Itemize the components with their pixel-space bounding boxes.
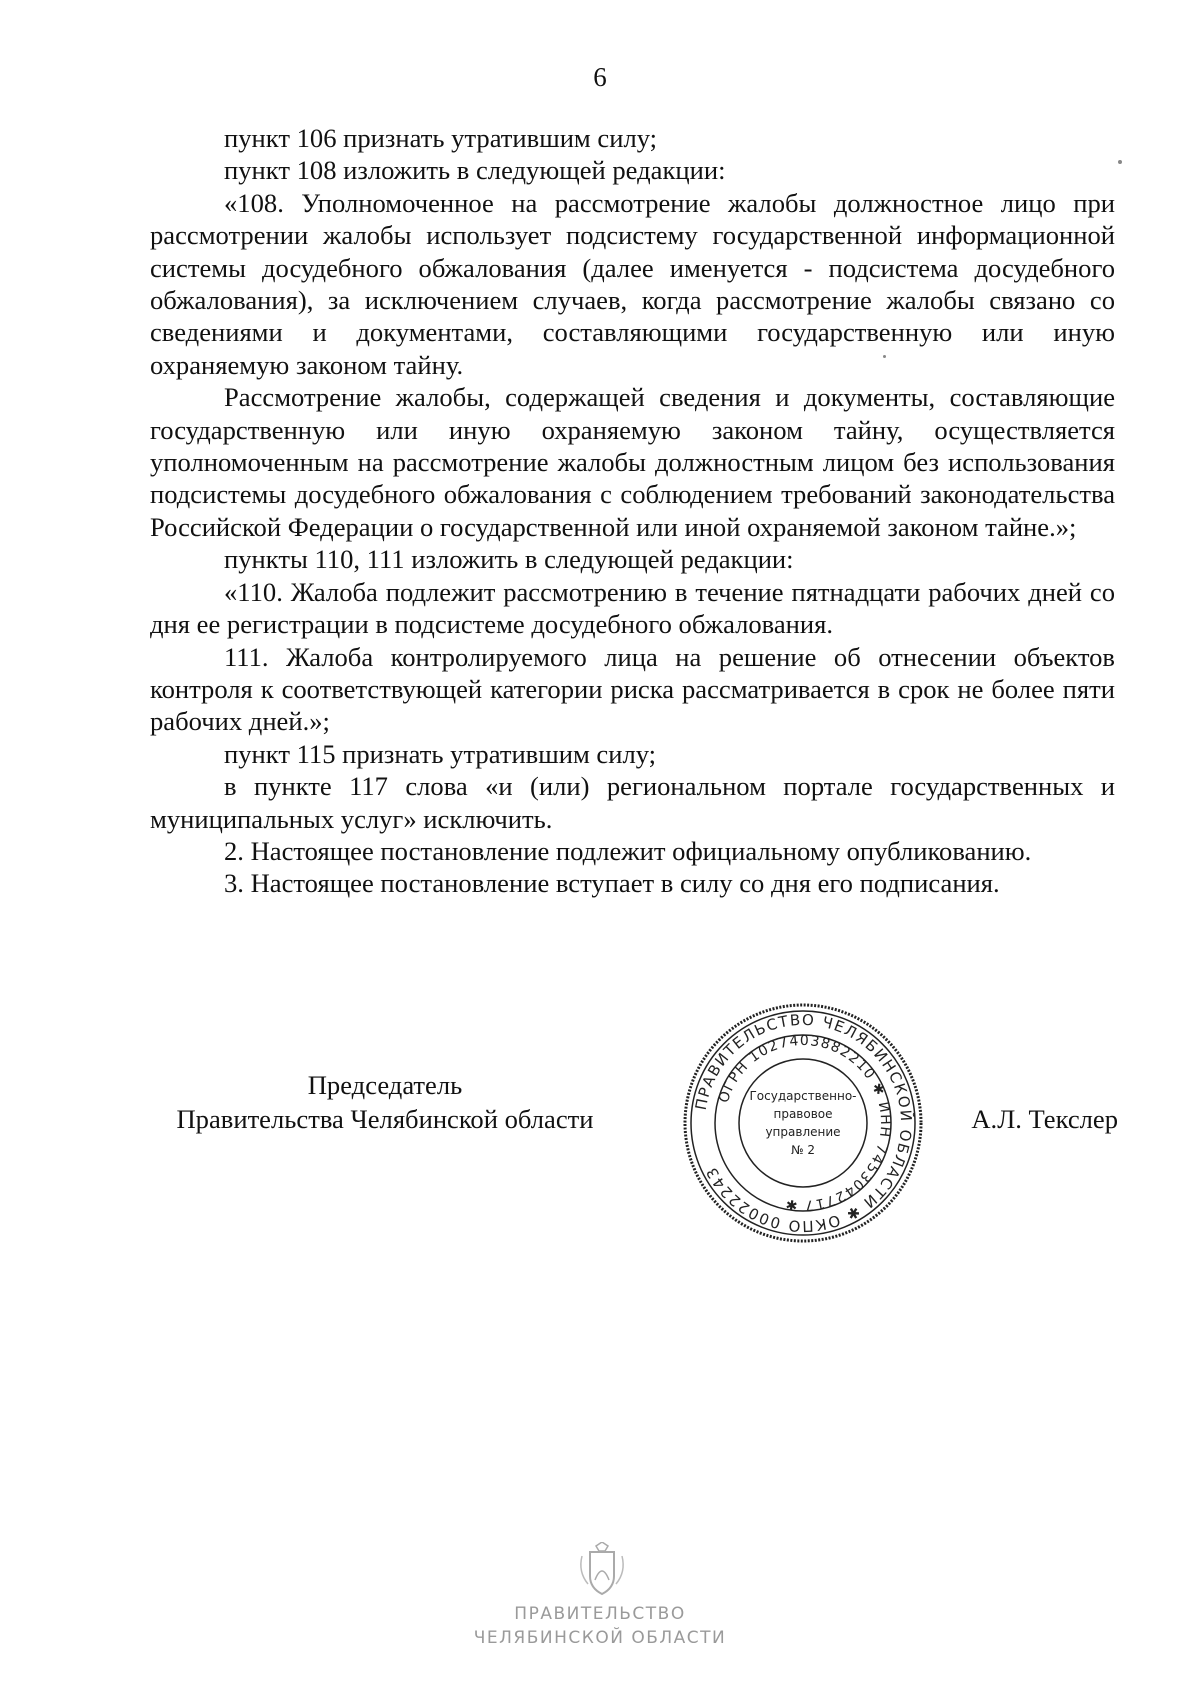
scan-speck [1118,160,1122,164]
paragraph: пункт 115 признать утратившим силу; [224,738,657,769]
signatory-title-line: Правительства Челябинской области [176,1104,594,1134]
footer-org-line: ПРАВИТЕЛЬСТВО [514,1604,686,1624]
paragraph: 111. Жалоба контролируемого лица на решение об отнесении объектов контроля к соответствующей категории риска рассматривается в срок не более пяти рабочих дней.»; [150,641,1115,737]
page-number: 6 [593,62,607,92]
paragraph: Рассмотрение жалобы, содержащей сведения и документы, составляющие государственную или иную охраняемую законом тайну, осуществляется уполномоченным на рассмотрение жалобы должностным лицом без использования подсистемы досудебного обжалования с соблюдением требований законодательства Российской Федерации о государственной или иной охраняемой законом тайне.»; [150,382,1115,542]
svg-text:правовое: правовое [773,1107,833,1121]
paragraph: 3. Настоящее постановление вступает в силу со дня его подписания. [224,868,1000,899]
signatory-title-line: Председатель [307,1070,463,1100]
svg-text:ПРАВИТЕЛЬСТВО ЧЕЛЯБИНСКОЙ ОБЛА: ПРАВИТЕЛЬСТВО ЧЕЛЯБИНСКОЙ ОБЛАСТИ ✱ ОКПО 00022243 [691,1010,916,1236]
svg-text:Государственно-: Государственно- [749,1089,857,1103]
svg-text:№ 2: № 2 [791,1143,815,1157]
document-body [150,122,1115,900]
paragraph: пункт 108 изложить в следующей редакции: [224,155,726,186]
svg-text:ОГРН 1027403882210 ✱ ИНН 74530: ОГРН 1027403882210 ✱ ИНН 7453042717 ✱ [715,1032,894,1214]
paragraph: «108. Уполномоченное на рассмотрение жалобы должностное лицо при рассмотрении жалобы использует подсистему государственной информационной системы досудебного обжалования (далее именуется - подсистема досудебного обжалования), за исключением случаев, когда рассмотрение жалобы связано со сведениями и документами, составляющими государственную или иную охраняемую законом тайну. [150,187,1115,380]
paragraph: пункт 106 признать утратившим силу; [224,123,658,153]
footer-org-line: ЧЕЛЯБИНСКОЙ ОБЛАСТИ [473,1628,727,1648]
svg-text:управление: управление [765,1125,841,1139]
paragraph: в пункте 117 слова «и (или) региональном портале государственных и муниципальных услуг» исключить. [150,771,1115,834]
paragraph: «110. Жалоба подлежит рассмотрению в течение пятнадцати рабочих дней со дня ее регистрации в подсистеме досудебного обжалования. [150,576,1115,640]
signatory-title [150,1068,620,1136]
paragraph: 2. Настоящее постановление подлежит официальному опубликованию. [224,835,1032,866]
signatory-name: А.Л. Текслер [971,1104,1118,1134]
official-seal [682,1002,924,1244]
scan-speck [883,355,886,358]
coat-of-arms-icon [572,1542,632,1598]
paragraph: пункты 110, 111 изложить в следующей редакции: [224,544,794,575]
